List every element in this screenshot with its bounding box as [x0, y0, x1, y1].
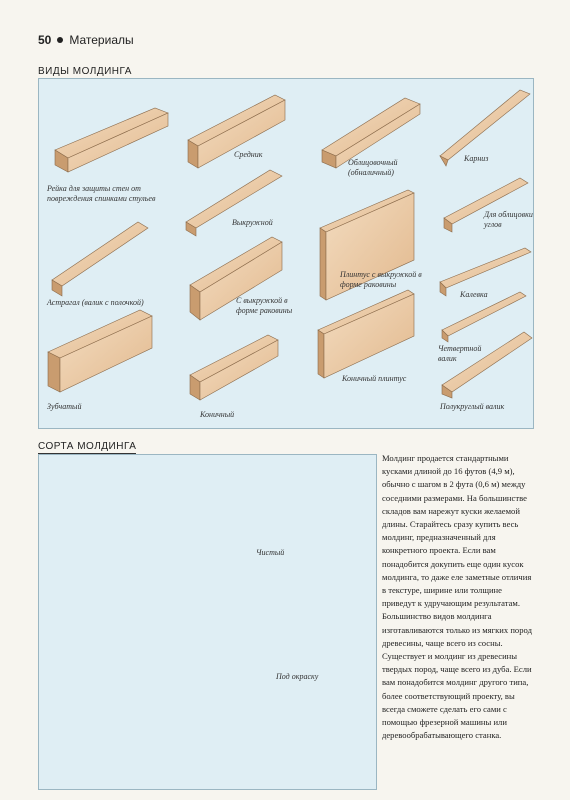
molding-zubchaty	[48, 310, 152, 392]
label-chetvert: Четвертной валик	[438, 344, 482, 363]
label-oblitsovochny: Облицовочный (обналичный)	[348, 158, 398, 177]
grades-description: Молдинг продается стандартными кусками длиной до 16 футов (4,9 м), обычно с шагом в 2 фута (0,6 м) между соседними размерами. На большинстве складов вам нарежут куски желаемой длины. Старайтесь сразу купить весь молдинг, предназначенный для конкретного проекта. Если вам понадобится докупить еще один кусок молдинга, то даже еле заметные отличия в текстуре, ширине или толщине приведут к удручающим результатам. Большинство видов молдинга изготавливаются только из мягких пород древесины, чаще всего из сосны. Существует и молдинг из древесины твердых пород, чаще всего из дуба. Если вам понадобится молдинг другого типа, более соответствующий проекту, вы всегда сможете сделать его сами с помощью фрезерной машины или деревообрабатывающего станка.	[382, 453, 532, 741]
grades-section-title: СОРТА МОЛДИНГА	[38, 441, 137, 452]
label-chisty: Чистый	[256, 548, 285, 557]
section-name: Материалы	[69, 33, 134, 47]
molding-reika	[55, 108, 168, 172]
label-astragal: Астрагал (валик с полочкой)	[47, 298, 144, 307]
types-section-title: ВИДЫ МОЛДИНГА	[38, 66, 132, 77]
page-number: 50	[38, 33, 52, 47]
label-polukrugly: Полукруглый валик	[440, 402, 505, 411]
label-dlya-uglov: Для облицовки углов	[484, 210, 533, 229]
label-zubchaty: Зубчатый	[47, 402, 82, 411]
molding-konichny-plintus	[318, 290, 414, 378]
label-konichny-plintus: Коничный плинтус	[342, 374, 407, 383]
label-kalevka: Калевка	[460, 290, 488, 299]
label-vykruzhnoy: Выкружной	[232, 218, 273, 227]
label-rakovina: С выкружкой в форме раковины	[236, 296, 293, 315]
molding-kalevka	[440, 248, 531, 296]
molding-konichny	[190, 335, 278, 400]
label-sredniy: Средник	[234, 150, 263, 159]
molding-astragal	[52, 222, 148, 296]
label-konichny: Коничный	[200, 410, 235, 419]
label-plintus-rakovina: Плинтус с выкружкой в форме раковины	[340, 270, 422, 289]
label-karniz: Карниз	[464, 154, 489, 163]
label-reika: Рейка для защиты стен от повреждения спинками стульев	[47, 184, 156, 203]
molding-polukrugly	[442, 332, 532, 398]
grades-panel	[38, 454, 377, 790]
label-pod-okrasku: Под окраску	[276, 672, 319, 681]
